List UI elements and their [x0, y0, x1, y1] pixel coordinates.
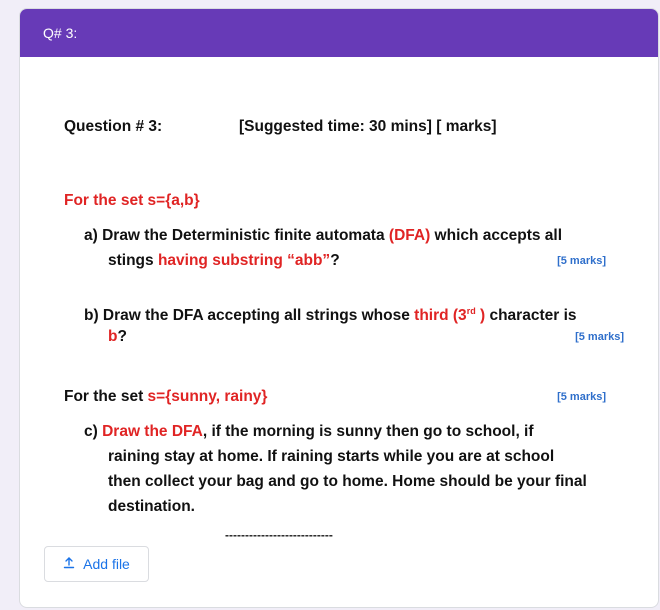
- set-weather-marks: [5 marks]: [557, 391, 606, 403]
- upload-icon: [63, 556, 75, 572]
- question-meta: [Suggested time: 30 mins] [ marks]: [239, 118, 497, 135]
- question-header: [20, 9, 658, 57]
- part-c-line2: raining stay at home. If raining starts while you are at school: [108, 448, 555, 465]
- set-ab-heading: For the set s={a,b}: [64, 192, 200, 209]
- part-c-line1: c) Draw the DFA, if the morning is sunny then go to school, if: [84, 423, 534, 440]
- question-card: [19, 8, 659, 608]
- part-b-line1: b) Draw the DFA accepting all strings whose third (3rd ) character is: [84, 306, 577, 325]
- separator-dashes: ---------------------------: [225, 528, 333, 542]
- set-weather-heading: For the set s={sunny, rainy}: [64, 388, 268, 405]
- part-b-line2: b?: [108, 328, 127, 345]
- question-title: Q# 3:: [43, 25, 78, 41]
- part-a-marks: [5 marks]: [557, 255, 606, 267]
- part-a-line1: a) Draw the Deterministic finite automata (DFA) which accepts all: [84, 227, 563, 244]
- add-file-label: Add file: [83, 556, 130, 572]
- part-a-line2: stings having substring “abb”?: [108, 252, 340, 269]
- part-c-line3: then collect your bag and go to home. Home should be your final: [108, 473, 587, 490]
- question-label: Question # 3:: [64, 118, 163, 135]
- part-b-marks: [5 marks]: [575, 331, 624, 343]
- part-c-line4: destination.: [108, 498, 195, 515]
- add-file-button[interactable]: [44, 546, 149, 582]
